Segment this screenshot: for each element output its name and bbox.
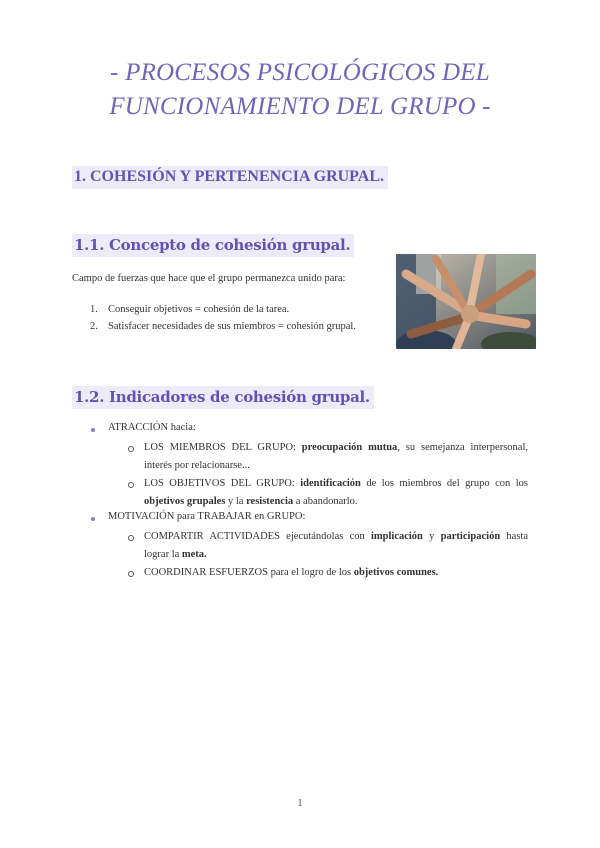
item-number: 2.	[90, 321, 98, 332]
bullet-item-label: ATRACCIÓN hacia:	[108, 422, 196, 433]
sub-text: y	[422, 531, 441, 542]
numbered-item	[90, 303, 289, 316]
section-heading-1-2: 1.2. Indicadores de cohesión grupal.	[72, 386, 374, 409]
sub-bullet-text	[144, 439, 528, 475]
sub-bullet-circle-icon	[128, 535, 134, 541]
item-text: Satisfacer necesidades de sus miembros = cohesión grupal.	[108, 321, 356, 332]
sub-bold: preocupación mutua	[301, 442, 398, 453]
sub-bold: identificación	[300, 478, 361, 489]
sub-bold: implicación	[370, 531, 423, 542]
sub-bold: participación	[440, 531, 501, 542]
sub-text: de los miembros del grupo con los	[360, 478, 528, 489]
item-text: Conseguir objetivos = cohesión de la tarea.	[108, 304, 290, 315]
sub-bold: objetivos comunes.	[353, 567, 439, 578]
sub-text: COMPARTIR ACTIVIDADES ejecutándolas con	[144, 531, 371, 542]
item-number: 1.	[90, 304, 98, 315]
numbered-item	[90, 320, 356, 333]
section-heading-1: 1. COHESIÓN Y PERTENENCIA GRUPAL.	[72, 166, 388, 189]
sub-bullet-text	[144, 564, 528, 582]
sub-bold: meta.	[181, 549, 207, 560]
document-title: - PROCESOS PSICOLÓGICOS DEL FUNCIONAMIENTO DEL GRUPO -	[109, 59, 491, 120]
sub-bold: resistencia	[246, 496, 294, 507]
sub-bold: objetivos grupales	[144, 496, 226, 507]
sub-text: LOS OBJETIVOS DEL GRUPO:	[144, 478, 301, 489]
section-heading-1-1: 1.1. Concepto de cohesión grupal.	[72, 234, 354, 257]
sub-text: y la	[225, 496, 247, 507]
sub-text: a abandonarlo.	[293, 496, 358, 507]
sub-text: hasta lograr la	[144, 531, 529, 560]
bullet-dot-icon	[91, 517, 95, 521]
sub-text: LOS MIEMBROS DEL GRUPO:	[144, 442, 302, 453]
sub-bullet-circle-icon	[128, 571, 134, 577]
hands-together-photo	[396, 254, 536, 349]
intro-paragraph: Campo de fuerzas que hace que el grupo permanezca unido para:	[72, 273, 346, 284]
sub-bullet-text	[144, 528, 528, 564]
bullet-dot-icon	[91, 428, 95, 432]
page-number: 1	[297, 798, 303, 809]
sub-text: COORDINAR ESFUERZOS para el logro de los	[144, 567, 354, 578]
sub-bullet-circle-icon	[128, 446, 134, 452]
sub-bullet-circle-icon	[128, 482, 134, 488]
bullet-item-label: MOTIVACIÓN para TRABAJAR en GRUPO:	[108, 511, 306, 522]
sub-text: , su semejanza interpersonal, interés por relacionarse...	[144, 442, 528, 471]
sub-bullet-text	[144, 475, 528, 511]
